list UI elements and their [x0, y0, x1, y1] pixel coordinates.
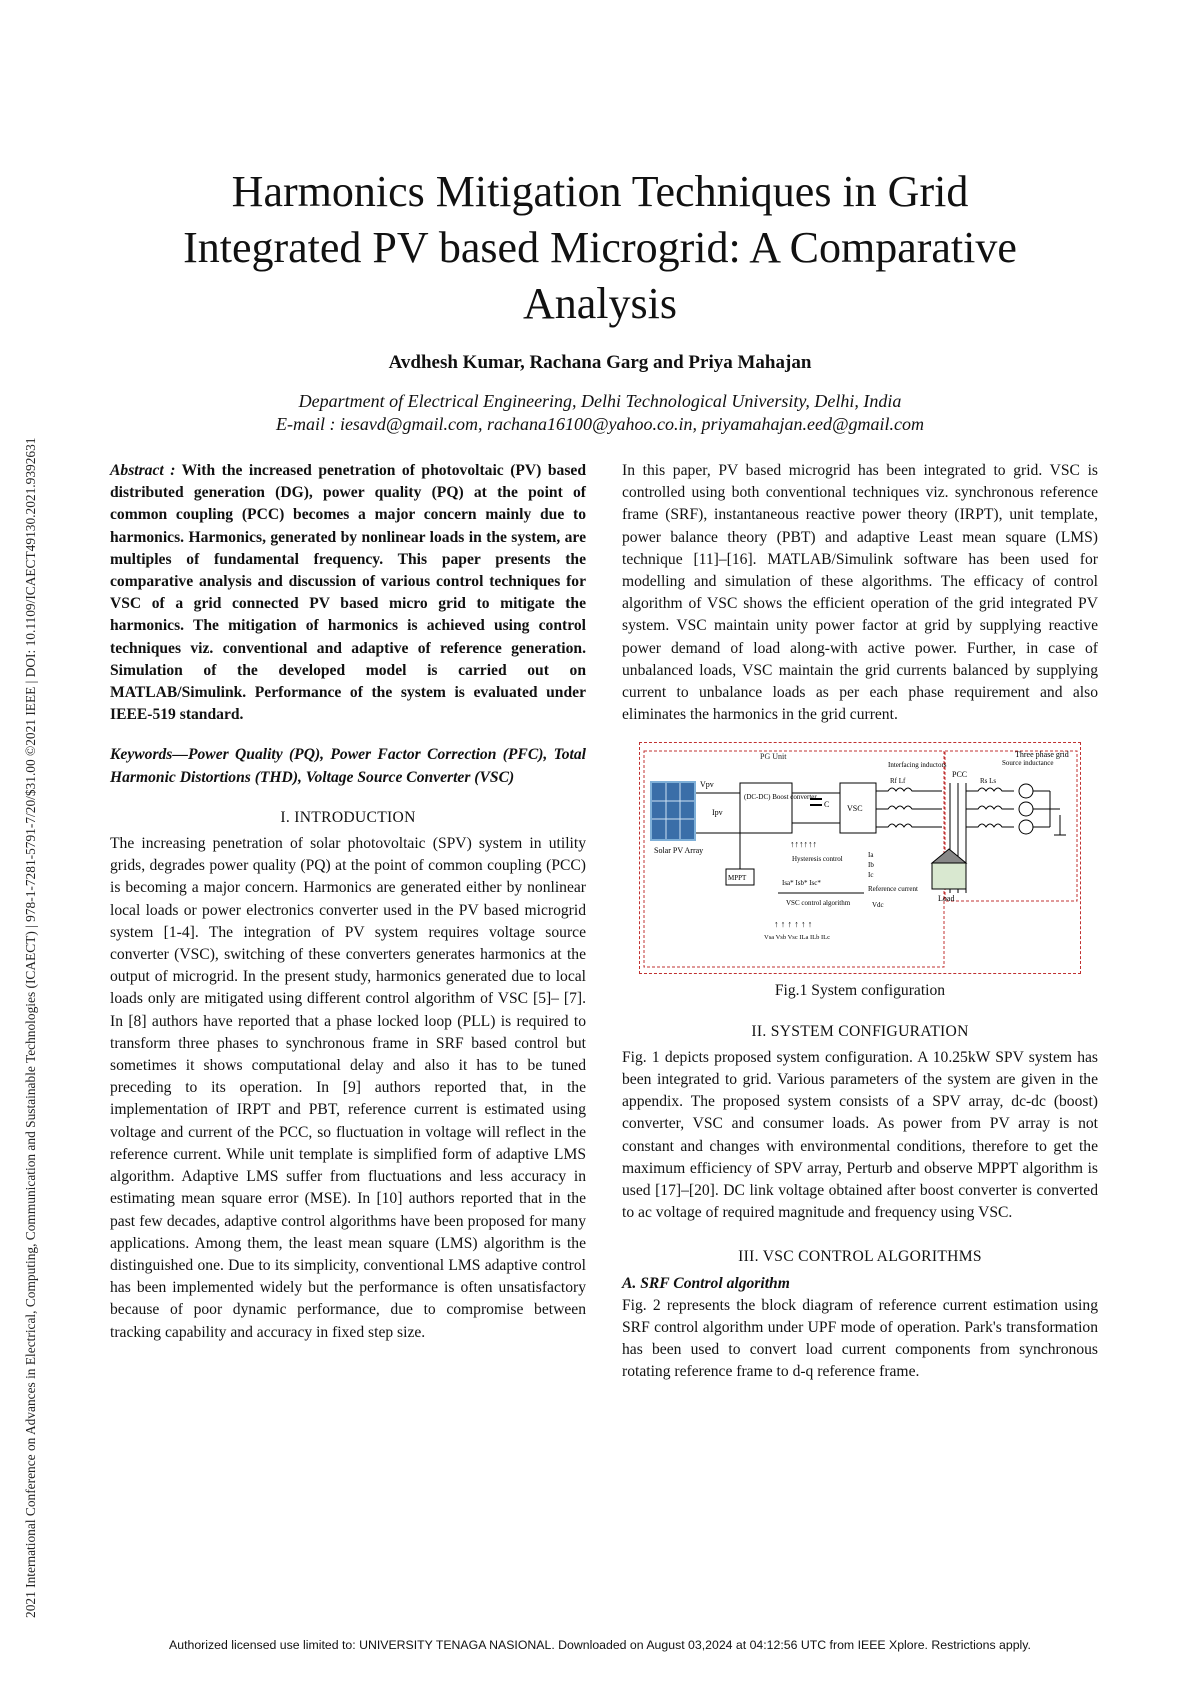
- section-heading-introduction: I. INTRODUCTION: [280, 808, 416, 826]
- license-footer: Authorized licensed use limited to: UNIVERSITY TENAGA NASIONAL. Downloaded on August 03,2024 at 04:12:56 UTC from IEEE Xplore. Restrictions apply.: [169, 1638, 1031, 1652]
- affiliation-block: [0, 390, 1200, 436]
- label-rf-lf: Rf Lf: [890, 777, 906, 786]
- left-column: [110, 460, 586, 1344]
- abstract: [110, 460, 586, 726]
- source-inductors: [966, 788, 1014, 827]
- label-pcc: PCC: [952, 770, 968, 780]
- label-vsc-control: VSC control algorithm: [786, 899, 851, 908]
- interfacing-inductors: [876, 788, 942, 827]
- label-ipv: Ipv: [712, 808, 723, 818]
- label-source-inductance: Source inductance: [1002, 759, 1054, 768]
- title-line: Analysis: [523, 279, 677, 328]
- label-three-phase-grid: Three phase grid: [1015, 750, 1069, 760]
- abstract-text: With the increased penetration of photovoltaic (PV) based distributed generation (DG), power quality (PQ) at the point of common coupling (PCC) becomes a major concern mainly due to harmonics. Harmonics, generated by nonlinear loads in the system, are multiples of fundamental frequency. This paper presents the comparative analysis and discussion of various control techniques for VSC of a grid connected PV based micro grid to mitigate the harmonics. The mitigation of harmonics is achieved using control techniques viz. conventional and adaptive of reference generation. Simulation of the developed model is carried out on MATLAB/Simulink. Performance of the system is evaluated under IEEE-519 standard.: [110, 462, 586, 724]
- ac-sources: [1019, 784, 1033, 834]
- gate-pulse-arrows: ↑↑↑↑↑↑: [790, 839, 817, 850]
- label-ic: Ic: [868, 871, 874, 880]
- system-paragraph: Fig. 1 depicts proposed system configuration. A 10.25kW SPV system has been integrated to grid. Various parameters of the system are given in the appendix. The proposed system consists of a SPV array, dc-dc (boost) converter, VSC and consumer loads. As power from PV array is not constant and changes with environmental conditions, therefore to get the maximum efficiency of SPV array, Perturb and observe MPPT algorithm is used [17]–[20]. DC link voltage obtained after boost converter is converted to ac voltage of required magnitude and frequency using VSC.: [622, 1048, 1098, 1222]
- label-hysteresis: Hysteresis control: [792, 855, 843, 864]
- label-rs-ls: Rs Ls: [980, 777, 997, 786]
- system-configuration-figure: [639, 742, 1081, 974]
- system-diagram: [640, 743, 1080, 973]
- label-ib: Ib: [868, 861, 874, 870]
- section-heading-algorithms: III. VSC CONTROL ALGORITHMS: [738, 1248, 982, 1266]
- side-doi-strip: 2021 International Conference on Advances in Electrical, Computing, Communication and Sustainable Technologies (ICAECT) | 978-1-7281-5791-7/20/$31.00 ©2021 IEEE | DOI: 10.1109/ICAECT49130.2021.9392631: [23, 437, 38, 1618]
- label-reference: Reference current: [868, 885, 918, 894]
- subsection-heading-srf: A. SRF Control algorithm: [622, 1274, 790, 1292]
- boost-converter-block: [740, 783, 792, 833]
- right-column: [622, 460, 1098, 1384]
- authors: Avdhesh Kumar, Rachana Garg and Priya Mahajan: [388, 352, 812, 373]
- email-line: E-mail : iesavd@gmail.com, rachana16100@yahoo.co.in, priyamahajan.eed@gmail.com: [275, 414, 925, 434]
- label-ia: Ia: [868, 851, 874, 860]
- solar-panel-icon: [650, 781, 696, 841]
- section-heading-system: II. SYSTEM CONFIGURATION: [751, 1022, 969, 1040]
- label-ref-star: Isa* Isb* Isc*: [782, 879, 821, 888]
- srf-paragraph: Fig. 2 represents the block diagram of reference current estimation using SRF control algorithm under UPF mode of operation. Park's transformation has been used to convert load current components from synchronous rotating reference frame to d-q reference frame.: [622, 1296, 1098, 1381]
- label-vpv: Vpv: [700, 780, 714, 790]
- label-solar-array: Solar PV Array: [654, 846, 704, 856]
- title-line: Integrated PV based Microgrid: A Comparative: [183, 223, 1017, 272]
- label-pg-unit: PG Unit: [760, 752, 787, 762]
- signal-arrows: ↑ ↑ ↑ ↑ ↑ ↑: [774, 919, 813, 930]
- label-vsc: VSC: [847, 804, 863, 814]
- keywords: Keywords—Power Quality (PQ), Power Factor Correction (PFC), Total Harmonic Distortions (THD), Voltage Source Converter (VSC): [110, 746, 586, 786]
- label-signals: Vsa Vsb Vsc ILa ILb ILc: [764, 934, 831, 942]
- abstract-label: Abstract :: [110, 462, 176, 479]
- label-dcdc: (DC-DC) Boost converter: [744, 793, 817, 802]
- load-icon: [932, 863, 966, 889]
- label-mppt: MPPT: [728, 874, 747, 883]
- label-interfacing: Interfacing inductors: [888, 761, 947, 770]
- paper-title: [60, 164, 1140, 332]
- label-vdc: Vdc: [872, 901, 884, 910]
- intro-paragraph: The increasing penetration of solar photovoltaic (SPV) system in utility grids, degrades power quality (PQ) at the point of common coupling (PCC) is becoming a major concern. Harmonics are generated either by nonlinear local loads or power electronics converter used in the PV based microgrid system [1-4]. The integration of PV system requires voltage source converter (VSC), switching of these converters generates harmonics at the output of microgrid. In the present study, harmonics generated due to local loads only are mitigated using different control algorithm of VSC [5]– [7]. In [8] authors have reported that a phase locked loop (PLL) is required to transform three phases to synchronous frame in SRF based control but sometimes it shows computational delay and also it has to be tuned preceding to its operation. In [9] authors reported that, in the implementation of IRPT and PBT, reference current is estimated using voltage and current of the PCC, so fluctuation in voltage will reflect in the reference current. While unit template is simplified form of adaptive LMS algorithm. Adaptive LMS suffer from fluctuations and less accuracy in estimating mean square error (MSE). In [10] authors reported that in the past few decades, adaptive control algorithms have been proposed for many applications. Among them, the least mean square (LMS) algorithm is the distinguished one. Due to its simplicity, conventional LMS adaptive control has been implemented widely but the performance is often unsatisfactory because of poor dynamic performance, due to compromise between tracking capability and accuracy in fixed step size.: [110, 835, 586, 1341]
- label-load: Load: [938, 894, 955, 904]
- intro-continued-paragraph: In this paper, PV based microgrid has been integrated to grid. VSC is controlled using both conventional techniques viz. synchronous reference frame (SRF), instantaneous reactive power theory (IRPT), unit template, power balance theory (PBT) and adaptive Least mean square (LMS) technique [11]–[16]. MATLAB/Simulink software has been used for modelling and simulation of these algorithms. The efficacy of control algorithm of VSC shows the efficient operation of the grid integrated PV system. VSC maintain unity power factor at grid by supplying reactive power demand of load along-with active power. Further, in case of unbalanced loads, VSC maintain the grid currents balanced by supplying current to unbalance loads as per each phase requirement and also eliminates the harmonics in the grid current.: [622, 462, 1098, 724]
- affiliation: Department of Electrical Engineering, Delhi Technological University, Delhi, India: [298, 391, 902, 411]
- title-line: Harmonics Mitigation Techniques in Grid: [231, 167, 969, 216]
- figure-caption: Fig.1 System configuration: [774, 982, 946, 1000]
- label-capacitor: C: [824, 800, 830, 810]
